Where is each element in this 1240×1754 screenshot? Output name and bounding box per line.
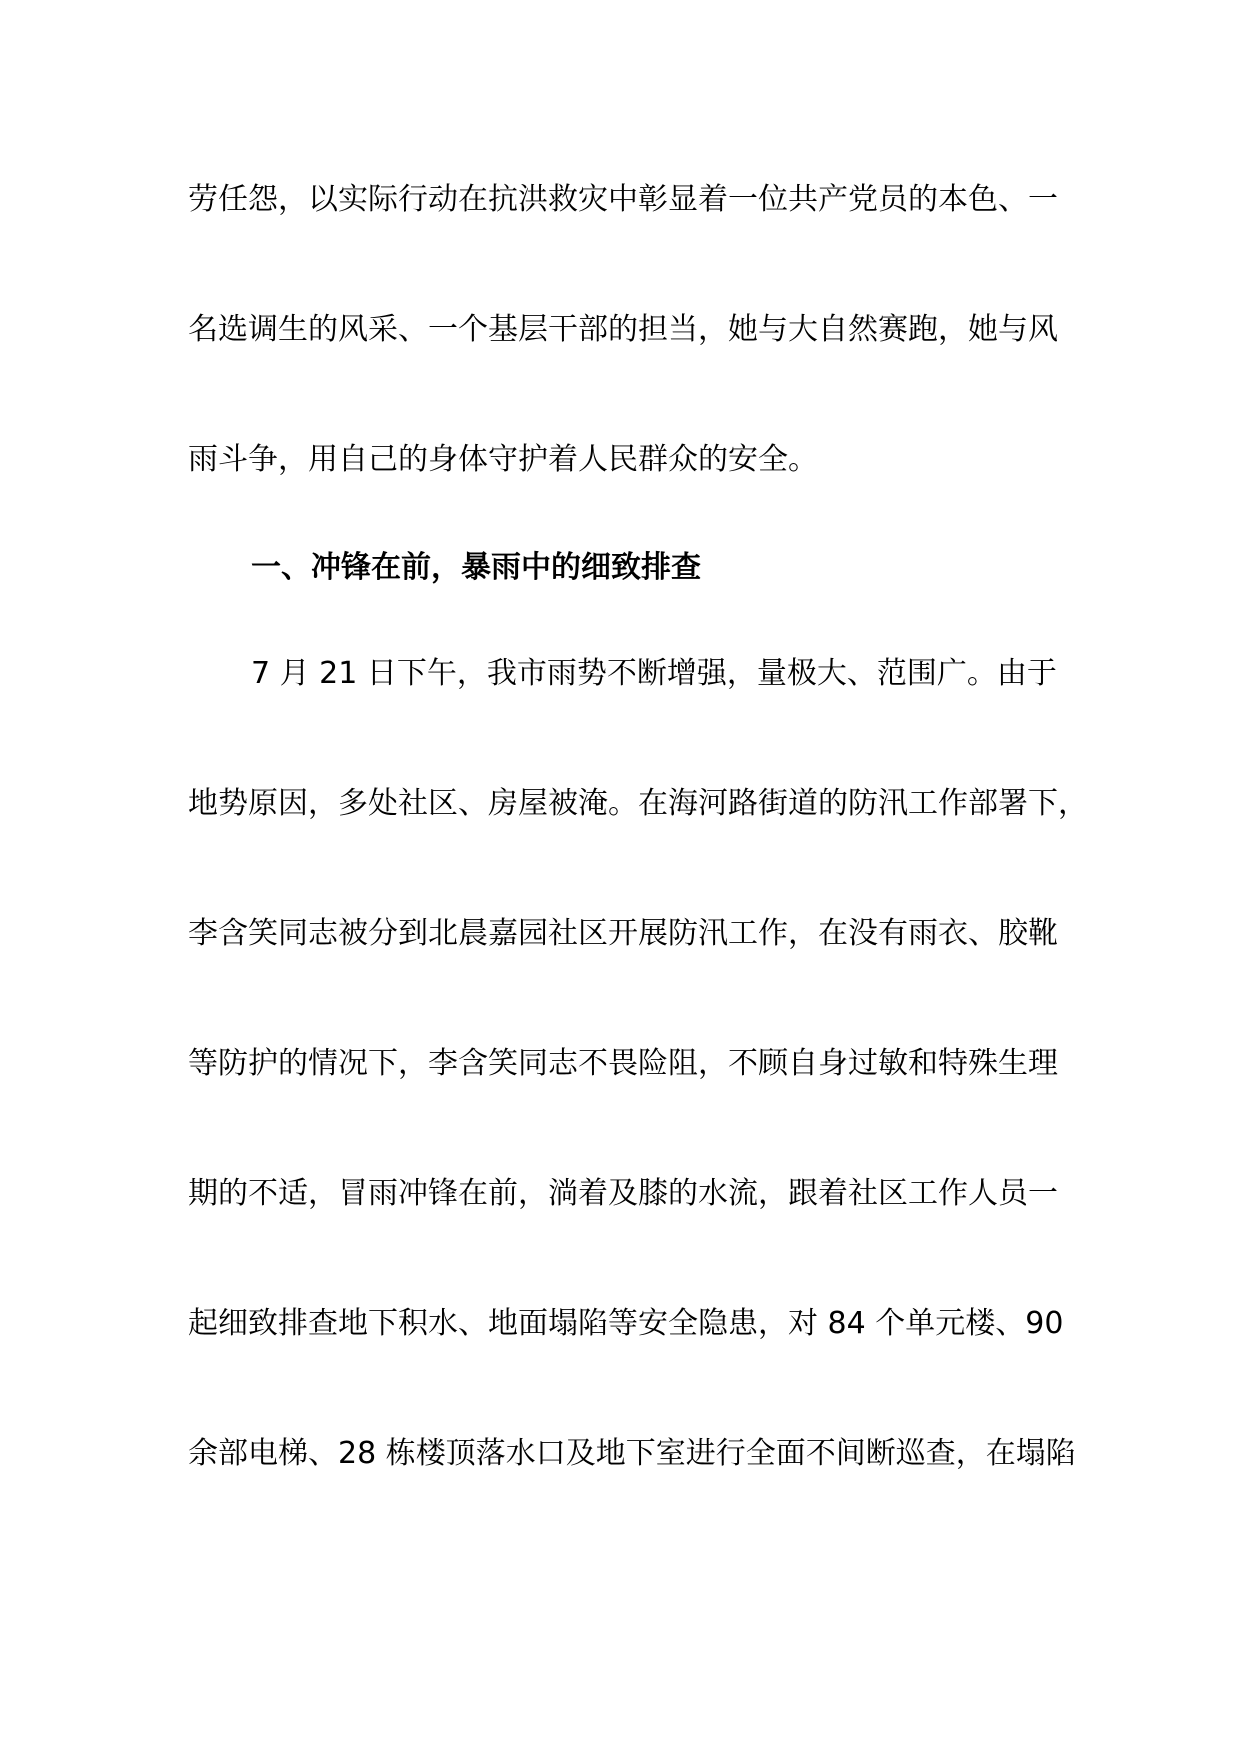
section-heading: 一、冲锋在前，暴雨中的细致排查 [251,550,701,585]
paragraph-line: 7 月 21 日下午，我市雨势不断增强，量极大、范围广。由于 [251,656,1057,691]
paragraph-line: 等防护的情况下，李含笑同志不畏险阻，不顾自身过敏和特殊生理 [188,1046,1058,1081]
paragraph-line: 劳任怨，以实际行动在抗洪救灾中彰显着一位共产党员的本色、一 [188,182,1058,217]
paragraph-line: 李含笑同志被分到北晨嘉园社区开展防汛工作，在没有雨衣、胶靴 [188,916,1058,951]
paragraph-line: 期的不适，冒雨冲锋在前，淌着及膝的水流，跟着社区工作人员一 [188,1176,1058,1211]
paragraph-line: 起细致排查地下积水、地面塌陷等安全隐患，对 84 个单元楼、90 [188,1306,1064,1341]
paragraph-line: 雨斗争，用自己的身体守护着人民群众的安全。 [188,442,818,477]
paragraph-line: 名选调生的风采、一个基层干部的担当，她与大自然赛跑，她与风 [188,312,1058,347]
paragraph-line: 余部电梯、28 栋楼顶落水口及地下室进行全面不间断巡查，在塌陷 [188,1436,1076,1471]
paragraph-line: 地势原因，多处社区、房屋被淹。在海河路街道的防汛工作部署下， [188,786,1088,821]
